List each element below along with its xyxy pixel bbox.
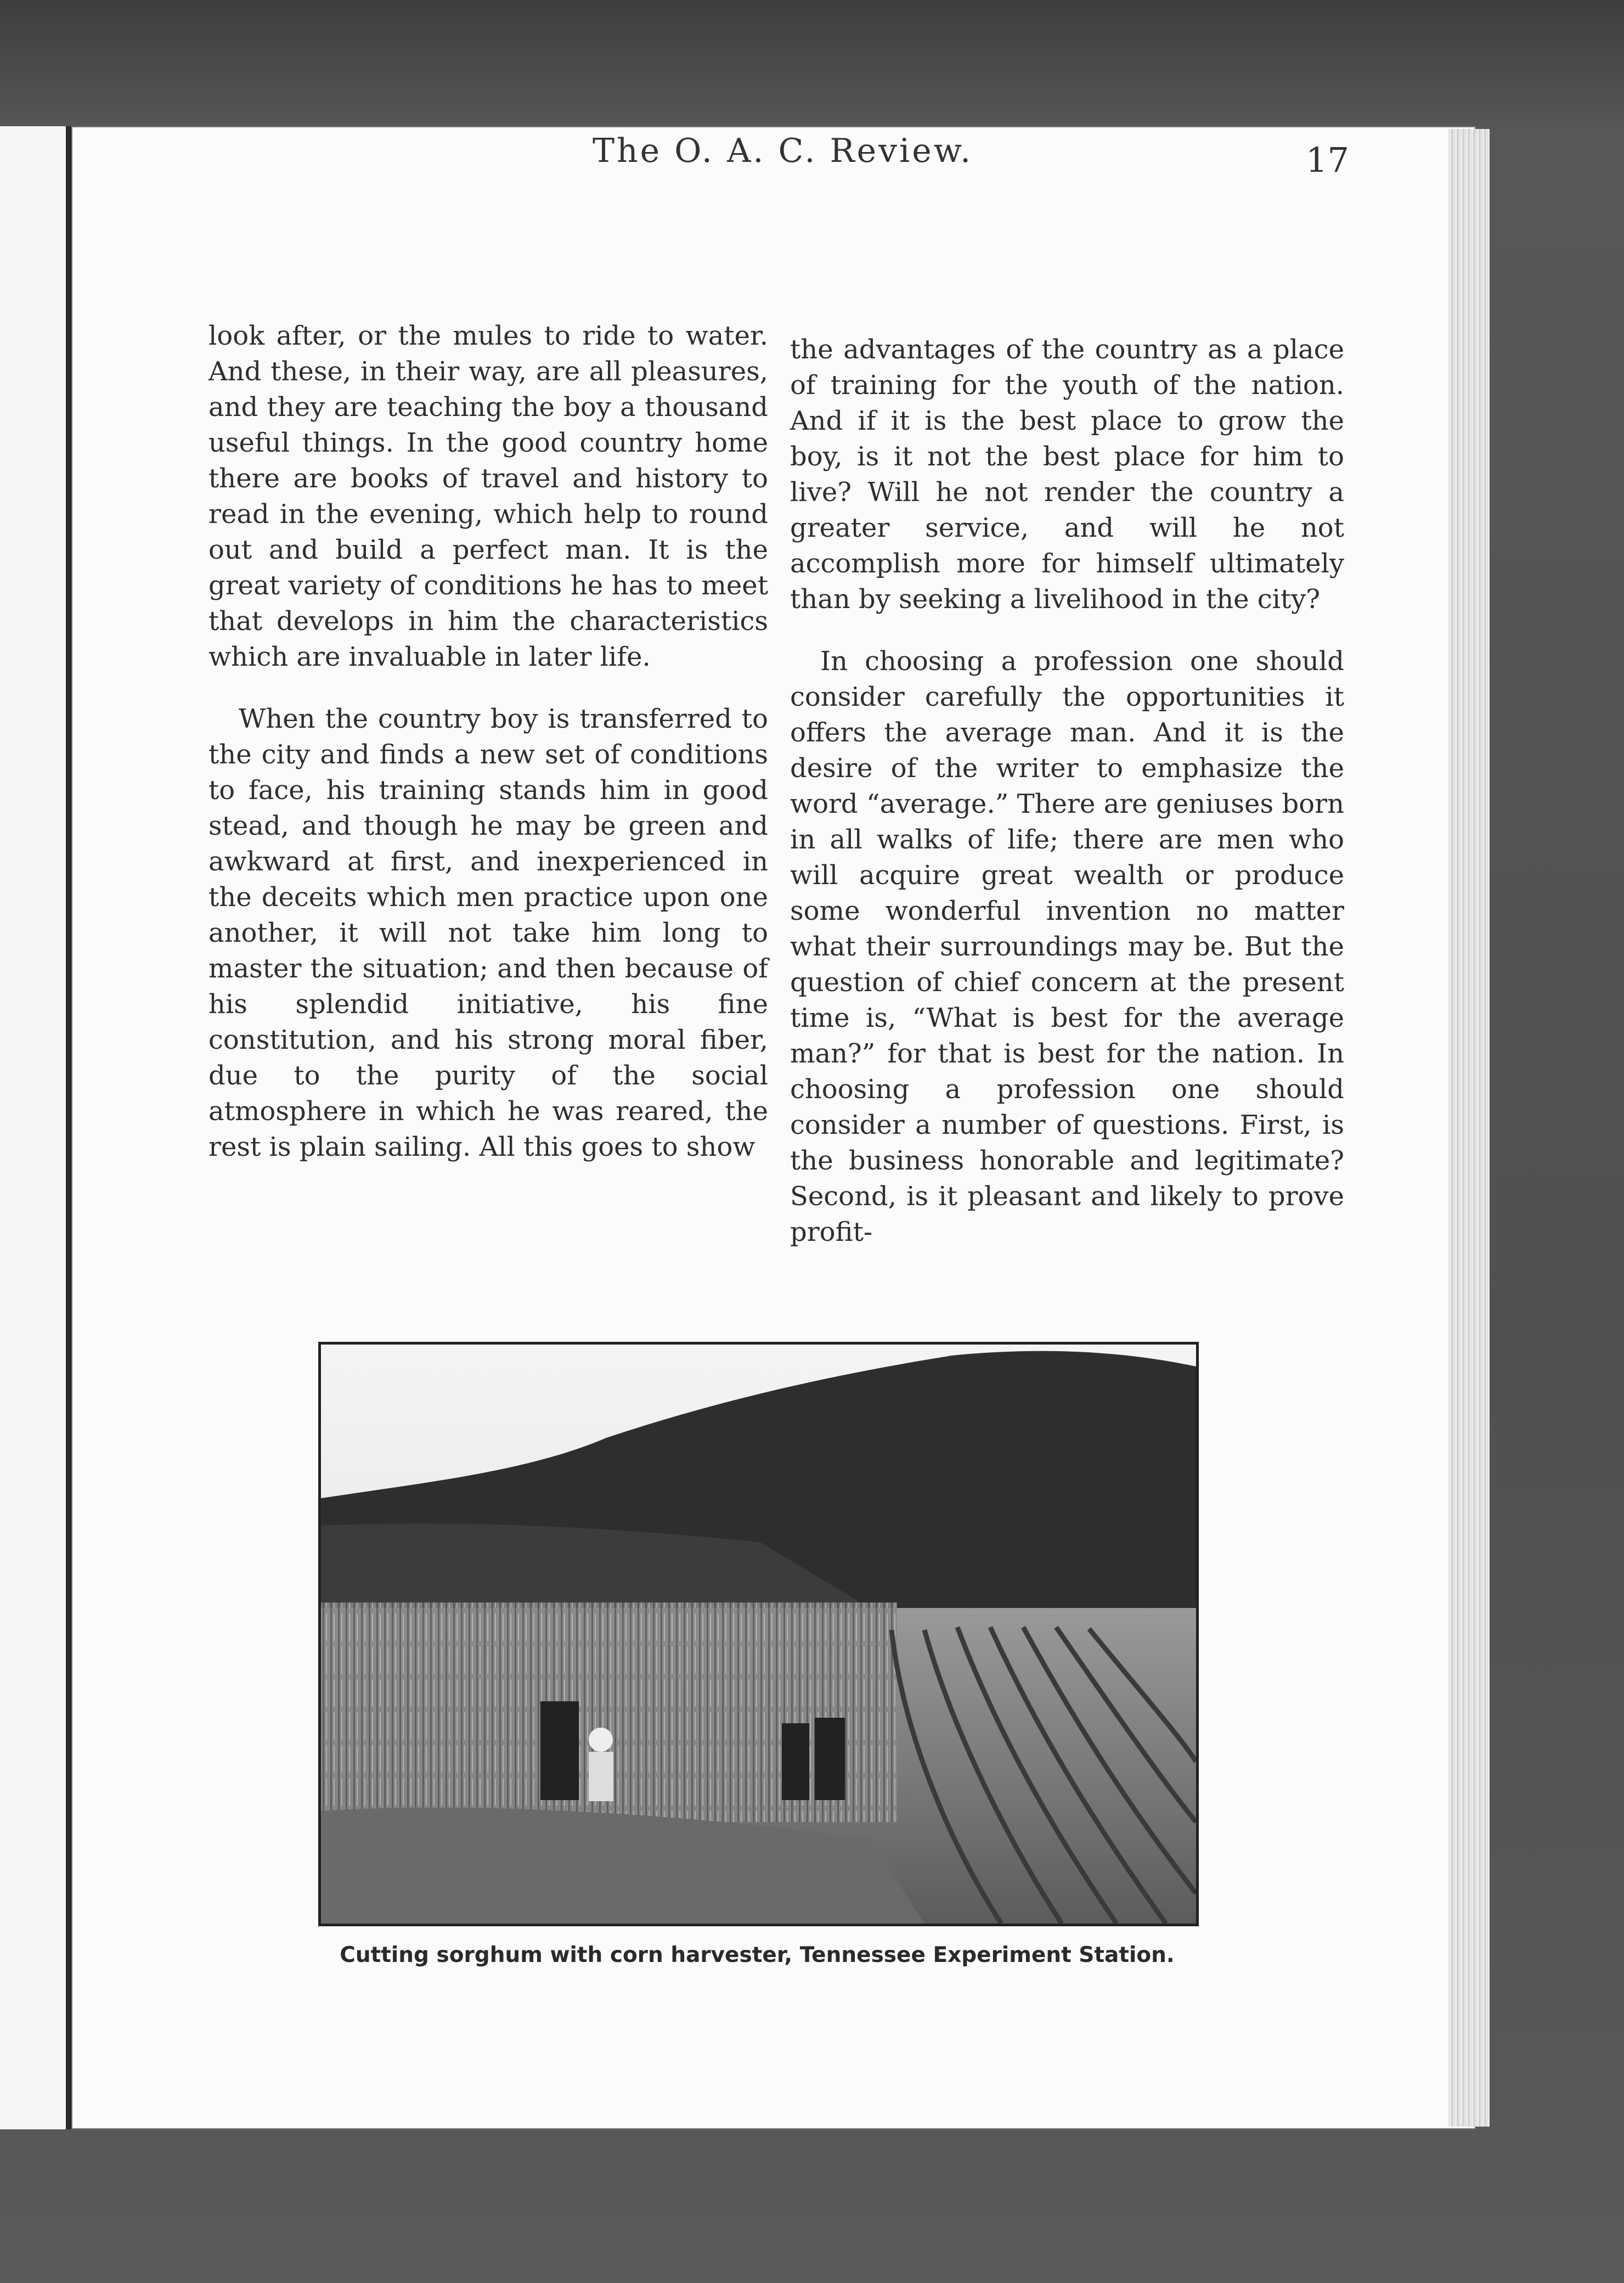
paragraph: the advantages of the country as a place of training for the youth of the nation. And if it is the best place to grow the boy, is it not the best place for him to live? Will he not render the country a greater service, and will he not accomplish more for himself ultimately than by seeking a livelihood in the city? bbox=[790, 334, 1344, 615]
page-stack-edge bbox=[1448, 129, 1490, 2127]
running-title-the: The bbox=[593, 132, 662, 170]
text-column-right bbox=[790, 332, 1344, 1250]
page-number: 17 bbox=[1306, 140, 1349, 180]
paragraph: In choosing a profession one should consider carefully the opportunities it offers the average man. And it is the desire of the writer to emphasize the word “average.” There are geniuses born in all walks of life; there are men who will acquire great wealth or produce some wonderful invention no matter what their surroundings may be. But the question of chief concern at the present time is, “What is best for the average man?” for that is best for the nation. In choosing a profession one should consider a number of questions. First, is the business honorable and legitimate? Second, is it pleasant and likely to prove profit- bbox=[790, 646, 1344, 1247]
paragraph: look after, or the mules to ride to water. And these, in their way, are all pleasures, and they are teaching the boy a thousand useful things. In the good country home there are books of travel and history to read in the evening, which help to round out and build a perfect man. It is the great variety of conditions he has to meet that develops in him the characteristics which are invaluable in later life. bbox=[208, 320, 768, 672]
photograph bbox=[318, 1342, 1199, 1926]
running-title-review: Review. bbox=[830, 132, 973, 170]
field-photo bbox=[321, 1345, 1196, 1924]
running-title-oac: O. A. C. bbox=[674, 132, 817, 170]
text-column-left bbox=[208, 318, 768, 1165]
figure-caption: Cutting sorghum with corn harvester, Tennessee Experiment Station. bbox=[340, 1943, 1175, 1967]
paragraph: When the country boy is transferred to the city and finds a new set of conditions to face, his training stands him in good stead, and though he may be green and awkward at first, and inexperienced in the deceits which men practice upon one another, it will not take him long to master the situation; and then because of his splendid initiative, his fine constitution, and his strong moral fiber, due to the purity of the social atmosphere in which he was reared, the rest is plain sailing. All this goes to show bbox=[208, 704, 768, 1162]
running-title bbox=[593, 132, 973, 170]
